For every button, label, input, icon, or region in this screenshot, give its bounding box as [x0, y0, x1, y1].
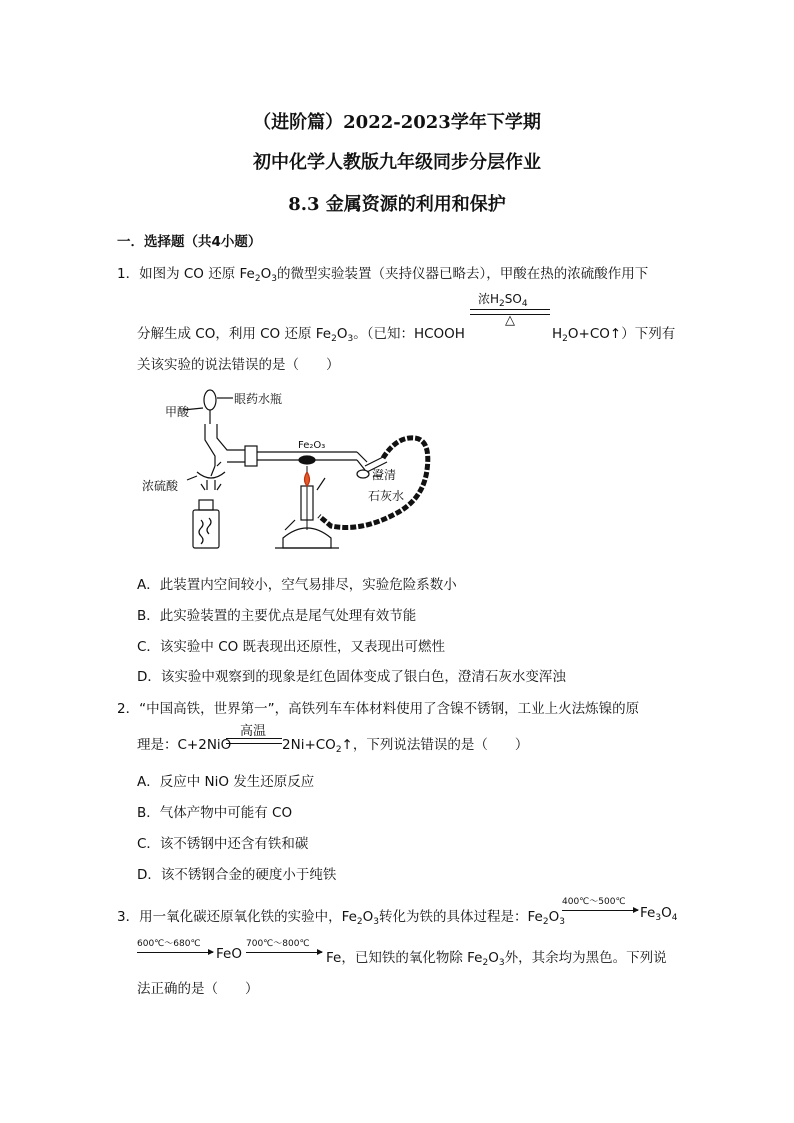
- label-fe2o3: Fe₂O₃: [298, 440, 326, 451]
- q1-line-1: 1．如图为 CO 还原 $Fe_2O_3$的微型实验装置（夹持仪器已略去），甲酸在热的浓硫酸作用下: [117, 266, 649, 284]
- q3-line-2-feo: FeO: [216, 946, 242, 962]
- label-conc-sulfuric-acid: 浓硫酸: [142, 479, 179, 493]
- q3-line-1: 3．用一氧化碳还原氧化铁的实验中，$Fe_2O_3$转化为铁的具体过程是：$Fe_2O_3$: [117, 909, 565, 927]
- hot-water-bottle: [193, 510, 219, 548]
- q2-line-2a: 理是：C+2NiO: [137, 737, 232, 753]
- q3-condition-1: 400℃～500℃: [562, 897, 626, 907]
- q2-option-c[interactable]: C．该不锈钢中还含有铁和碳: [137, 836, 309, 852]
- flame: [305, 472, 310, 486]
- q3-line-2-rest: Fe，已知铁的氧化物除 $Fe_2O_3$外，其余均为黑色。下列说: [326, 950, 667, 968]
- q2-option-b[interactable]: B．气体产物中可能有 CO: [137, 805, 293, 821]
- label-dropper-bottle: 眼药水瓶: [234, 392, 283, 406]
- stopper: [245, 446, 257, 466]
- q1-condition-bottom: △: [505, 313, 515, 328]
- q2-condition: 高温: [240, 724, 267, 739]
- burner-base: [283, 528, 331, 548]
- q1-option-c[interactable]: C．该实验中 CO 既表现出还原性，又表现出可燃性: [137, 639, 446, 655]
- q1-condition-top: 浓$H_2SO_4$: [478, 292, 528, 309]
- label-lime-water-1: 澄清: [372, 468, 397, 482]
- label-lime-water-2: 石灰水: [368, 489, 405, 503]
- q1-line-3: 关该实验的说法错误的是（ ）: [137, 357, 340, 373]
- q2-option-a[interactable]: A．反应中 NiO 发生还原反应: [137, 774, 315, 790]
- header-title-3: 8.3 金属资源的利用和保护: [288, 194, 506, 215]
- header-title-1: （进阶篇）2022-2023学年下学期: [253, 112, 541, 133]
- q3-arrow-1: [562, 910, 638, 911]
- q2-equal-sign: [226, 738, 282, 744]
- q3-condition-3: 700℃～800℃: [246, 939, 310, 949]
- q1-line-2a: 分解生成 CO，利用 CO 还原 $Fe_2O_3$。（已知：HCOOH: [137, 326, 465, 344]
- q3-line-1-end: $Fe_3O_4$: [640, 905, 678, 923]
- acid-leader-line: [187, 476, 197, 480]
- y-tube: [205, 424, 245, 476]
- q2-option-d[interactable]: D．该不锈钢合金的硬度小于纯铁: [137, 867, 337, 883]
- header-title-2: 初中化学人教版九年级同步分层作业: [253, 152, 541, 173]
- q3-arrow-2: [137, 952, 213, 953]
- label-formic-acid: 甲酸: [165, 405, 190, 419]
- q1-option-b[interactable]: B．此实验装置的主要优点是尾气处理有效节能: [137, 608, 417, 624]
- q1-option-d[interactable]: D．该实验中观察到的现象是红色固体变成了银白色，澄清石灰水变浑浊: [137, 669, 566, 685]
- q1-line-2b: $H_2O+CO↑$）下列有: [552, 326, 676, 344]
- q3-condition-2: 600℃～680℃: [137, 939, 201, 949]
- q3-line-3: 法正确的是（ ）: [137, 981, 259, 997]
- q3-arrow-3: [246, 952, 322, 953]
- q1-option-a[interactable]: A．此装置内空间较小，空气易排尽，实验危险系数小: [137, 577, 457, 593]
- limewater-bulb: [357, 470, 369, 478]
- q2-line-2b: $2Ni+CO_2↑$，下列说法错误的是（ ）: [282, 737, 529, 755]
- section-heading: 一．选择题（共4小题）: [117, 234, 262, 250]
- fe2o3-sample: [299, 456, 315, 464]
- q2-line-1: 2．“中国高铁，世界第一”，高铁列车车体材料使用了含镍不锈钢，工业上火法炼镍的原: [117, 701, 640, 717]
- dropper-bottle: [204, 390, 216, 410]
